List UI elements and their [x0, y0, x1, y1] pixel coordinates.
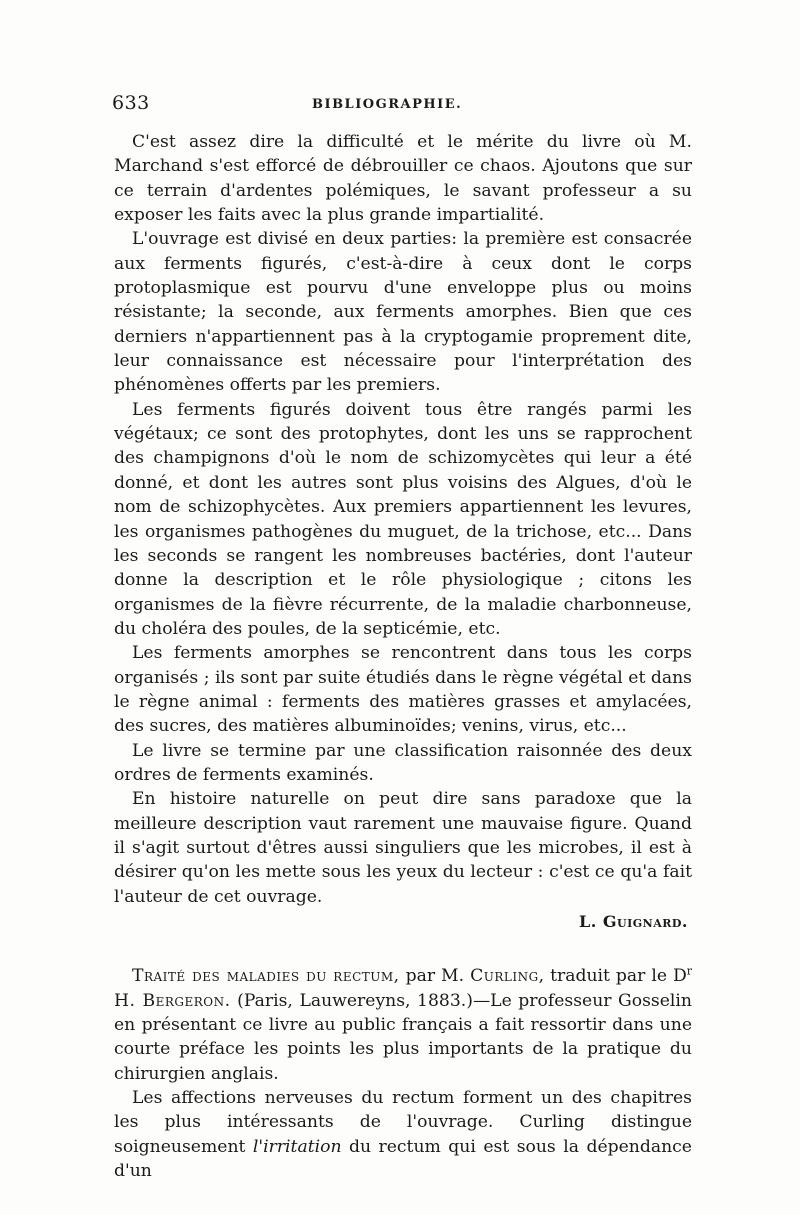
- paragraph-1: C'est assez dire la difficulté et le mérite du livre où M. Marchand s'est efforcé de débrouiller ce chaos. Ajoutons que sur ce terrain d'ardentes polémiques, le savant professeur a su exposer les faits avec la plus grande impartialité.: [114, 132, 692, 226]
- review2-title: Traité des maladies du rectum,: [132, 966, 400, 987]
- review2-dr-sup: r: [686, 964, 693, 978]
- paragraph-6: En histoire naturelle on peut dire sans paradoxe que la meilleure description vaut rarement une mauvaise figure. Quand il s'agit surtout d'êtres aussi singuliers que les microbes, il est à désirer qu'on les mette sous les yeux du lecteur : c'est ce qu'a fait l'auteur de cet ouvrage.: [114, 789, 692, 907]
- paragraph-3: Les ferments figurés doivent tous être rangés parmi les végétaux; ce sont des protophytes, dont les uns se rapprochent des champignons d'où le nom de schizomycètes qui leur a été donné, et dont les autres sont plus voisins des Algues, d'où le nom de schizophycètes. Aux premiers appartiennent les levures, les organismes pathogènes du muguet, de la trichose, etc... Dans les seconds se rangent les nombreuses bactéries, dont l'auteur donne la description et le rôle physiologique ; citons les organismes de la fièvre récurrente, de la maladie charbonneuse, du choléra des poules, de la septicémie, etc.: [114, 399, 692, 639]
- review-signature: L. Guignard.: [578, 912, 688, 931]
- page-header: [112, 92, 692, 118]
- section-gap: [114, 934, 692, 964]
- paragraph-2: L'ouvrage est divisé en deux parties: la première est consacrée aux ferments figurés, c'est-à-dire à ceux dont le corps protoplasmique est pourvu d'une enveloppe plus ou moins résistante; la seconde, aux ferments amorphes. Bien que ces derniers n'appartiennent pas à la cryptogamie proprement dite, leur connaissance est nécessaire pour l'interprétation des phénomènes offerts par les premiers.: [114, 229, 692, 396]
- review2-by: par M.: [399, 966, 471, 987]
- running-title: BIBLIOGRAPHIE.: [312, 97, 463, 112]
- paragraph-4: Les ferments amorphes se rencontrent dans tous les corps organisés ; ils sont par suite étudiés dans le règne végétal et dans le règne animal : ferments des matières grasses et amylacées, des sucres, des matières albuminoïdes; venins, virus, etc...: [114, 643, 692, 737]
- page-body: [114, 130, 692, 1183]
- page-number: 633: [112, 92, 150, 114]
- review2-translator: H. Bergeron.: [114, 990, 231, 1011]
- review2-para2-end: du rectum qui est sous la dépendance d'un: [114, 1136, 692, 1182]
- review2-para2-start: Les affections nerveuses du rectum forment un des chapitres les plus intéressants de l'ouvrage. Curling distingue soigneusement: [114, 1088, 692, 1157]
- review2-publication: (Paris, Lauwereyns, 1883.)—Le professeur Gosselin en présentant ce livre au public français a fait ressortir dans une courte préface les points les plus importants de la pratique du chirurgien anglais.: [114, 990, 692, 1084]
- paragraph-5: Le livre se termine par une classification raisonnée des deux ordres de ferments examinés.: [114, 740, 692, 785]
- review2-author: Curling: [470, 966, 539, 987]
- review2-paragraph-2: [114, 1086, 692, 1183]
- review2-para2-italic: l'irritation: [252, 1136, 342, 1157]
- review2-translated-by: , traduit par le D: [538, 966, 687, 987]
- review2-paragraph-1: [114, 964, 692, 1086]
